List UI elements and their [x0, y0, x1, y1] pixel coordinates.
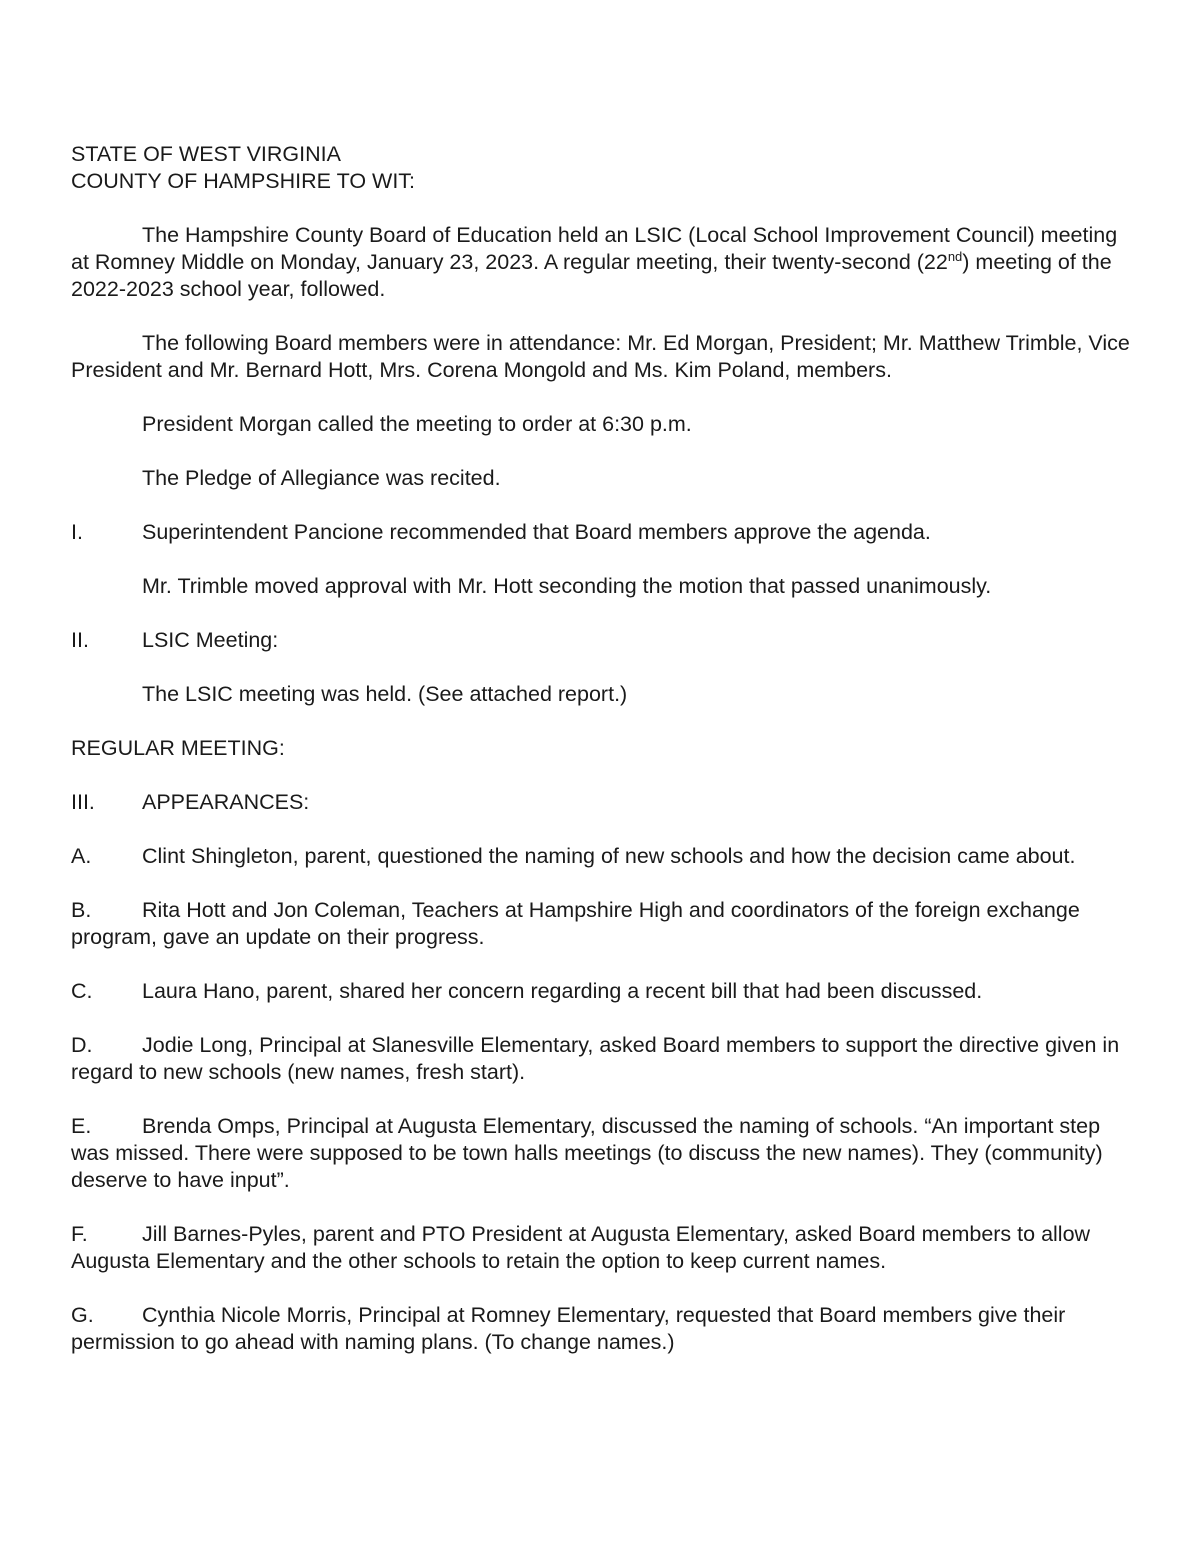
appearance-item: [71, 1221, 1133, 1275]
appearance-marker: B.: [71, 898, 92, 922]
section-2-marker: II.: [71, 628, 89, 652]
section-2-text: The LSIC meeting was held. (See attached report.): [142, 682, 628, 706]
call-to-order: President Morgan called the meeting to order at 6:30 p.m.: [142, 412, 692, 436]
section-3-title: APPEARANCES:: [142, 790, 310, 814]
section-1-motion: Mr. Trimble moved approval with Mr. Hott seconding the motion that passed unanimously.: [142, 574, 992, 598]
intro-text-part1: The Hampshire County Board of Education held an LSIC (Local School Improvement Council) meeting at Romney Middle on Monday, January 23, 2023. A regular meeting, their twenty-second (22: [71, 223, 1118, 274]
appearance-item: [71, 897, 1133, 951]
appearance-marker: F.: [71, 1222, 88, 1246]
appearance-item: [71, 978, 1133, 1005]
document-heading: [71, 141, 1133, 195]
appearance-item: [71, 1113, 1133, 1194]
appearance-item: [71, 1302, 1133, 1356]
attendance-paragraph: The following Board members were in attendance: Mr. Ed Morgan, President; Mr. Matthew Trimble, Vice President and Mr. Bernard Hott, Mrs. Corena Mongold and Ms. Kim Poland, members.: [71, 331, 1130, 382]
heading-state: STATE OF WEST VIRGINIA: [71, 142, 341, 166]
section-1-text: Superintendent Pancione recommended that Board members approve the agenda.: [142, 520, 931, 544]
appearance-text: Laura Hano, parent, shared her concern regarding a recent bill that had been discussed.: [142, 979, 983, 1003]
section-1: [71, 519, 1133, 546]
pledge: The Pledge of Allegiance was recited.: [142, 466, 501, 490]
appearance-text: Jodie Long, Principal at Slanesville Elementary, asked Board members to support the directive given in regard to new schools (new names, fresh start).: [71, 1033, 1120, 1084]
appearance-text: Cynthia Nicole Morris, Principal at Romney Elementary, requested that Board members give their permission to go ahead with naming plans. (To change names.): [71, 1303, 1066, 1354]
section-3-marker: III.: [71, 790, 95, 814]
heading-county: COUNTY OF HAMPSHIRE TO WIT:: [71, 169, 416, 193]
section-1-marker: I.: [71, 520, 83, 544]
minutes-document: [71, 141, 1133, 1383]
appearance-marker: D.: [71, 1033, 93, 1057]
section-3: [71, 789, 1133, 816]
section-2: [71, 627, 1133, 654]
appearance-text: Jill Barnes-Pyles, parent and PTO President at Augusta Elementary, asked Board members to allow Augusta Elementary and the other schools to retain the option to keep current names.: [71, 1222, 1091, 1273]
appearance-text: Brenda Omps, Principal at Augusta Elementary, discussed the naming of schools. “An important step was missed. There were supposed to be town halls meetings (to discuss the new names). They (community) deserve to have input”.: [71, 1114, 1103, 1192]
appearance-marker: E.: [71, 1114, 92, 1138]
appearance-item: [71, 1032, 1133, 1086]
intro-text-part2: ) meeting of the 2022-2023 school year, followed.: [71, 250, 1112, 301]
appearance-marker: G.: [71, 1303, 94, 1327]
appearance-marker: A.: [71, 844, 92, 868]
regular-meeting-heading: REGULAR MEETING:: [71, 736, 285, 760]
intro-superscript: nd: [947, 248, 963, 264]
section-2-title: LSIC Meeting:: [142, 628, 279, 652]
appearance-marker: C.: [71, 979, 93, 1003]
appearance-item: [71, 843, 1133, 870]
appearance-text: Clint Shingleton, parent, questioned the naming of new schools and how the decision came about.: [142, 844, 1076, 868]
appearance-text: Rita Hott and Jon Coleman, Teachers at Hampshire High and coordinators of the foreign exchange program, gave an update on their progress.: [71, 898, 1080, 949]
intro-paragraph: [71, 222, 1133, 303]
